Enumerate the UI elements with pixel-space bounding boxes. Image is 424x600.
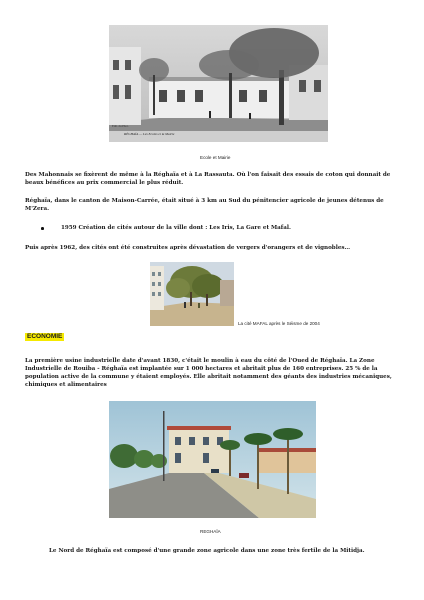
paragraph: Des Mahonnais se fixèrent de même à la Réghaïa et à La Rassauta. Où l'on faisait des essais de coton qui donnait de beaux bénéfices au prix commercial le plus réduit. (25, 172, 391, 186)
list-item: 1959 Création de cités autour de la ville dont : Les Iris, La Gare et Mafal. (61, 225, 291, 231)
photo-ecole-mairie (109, 25, 328, 142)
bullet-icon (41, 227, 44, 230)
photo-inscription: RÉGHAÏA — Les Ecoles et la Mairie (124, 132, 175, 136)
paragraph: Puis après 1962, des cités ont été construites après dévastation de vergers d'orangers et de vignobles… (25, 245, 351, 251)
photo-publisher: Edit. du Phot. (112, 124, 129, 128)
paragraph: Réghaïa, dans le canton de Maison-Carrée, était situé à 3 km au Sud du pénitencier agricole de jeunes détenus de M'Zera. (25, 198, 384, 212)
photo-cite-mafal (150, 262, 234, 326)
photo-reghaia-street (109, 401, 316, 518)
paragraph: Le Nord de Réghaïa est composé d'une grande zone agricole dans une zone très fertile de la Mitidja. (49, 548, 365, 554)
photo-caption: Ecole et Mairie (200, 155, 231, 160)
paragraph: La première usine industrielle date d'avant 1830, c'était le moulin à eau du côté de l'Oued de Réghaïa. La Zone Industrielle de Rouiba - Réghaïa est implantée sur 1 000 hectares et abritait plus de 160 entreprises. 25 % de la population active de la commune y étaient employés. Elle abritait notamment des géants des industries mécaniques, chimiques et alimentaires (25, 358, 392, 388)
photo-caption: REGHAÏA (200, 529, 221, 534)
photo-caption: La cité MAFAL après le Séisme de 2004 (238, 321, 320, 326)
section-heading: ECONOMIE (27, 333, 63, 340)
